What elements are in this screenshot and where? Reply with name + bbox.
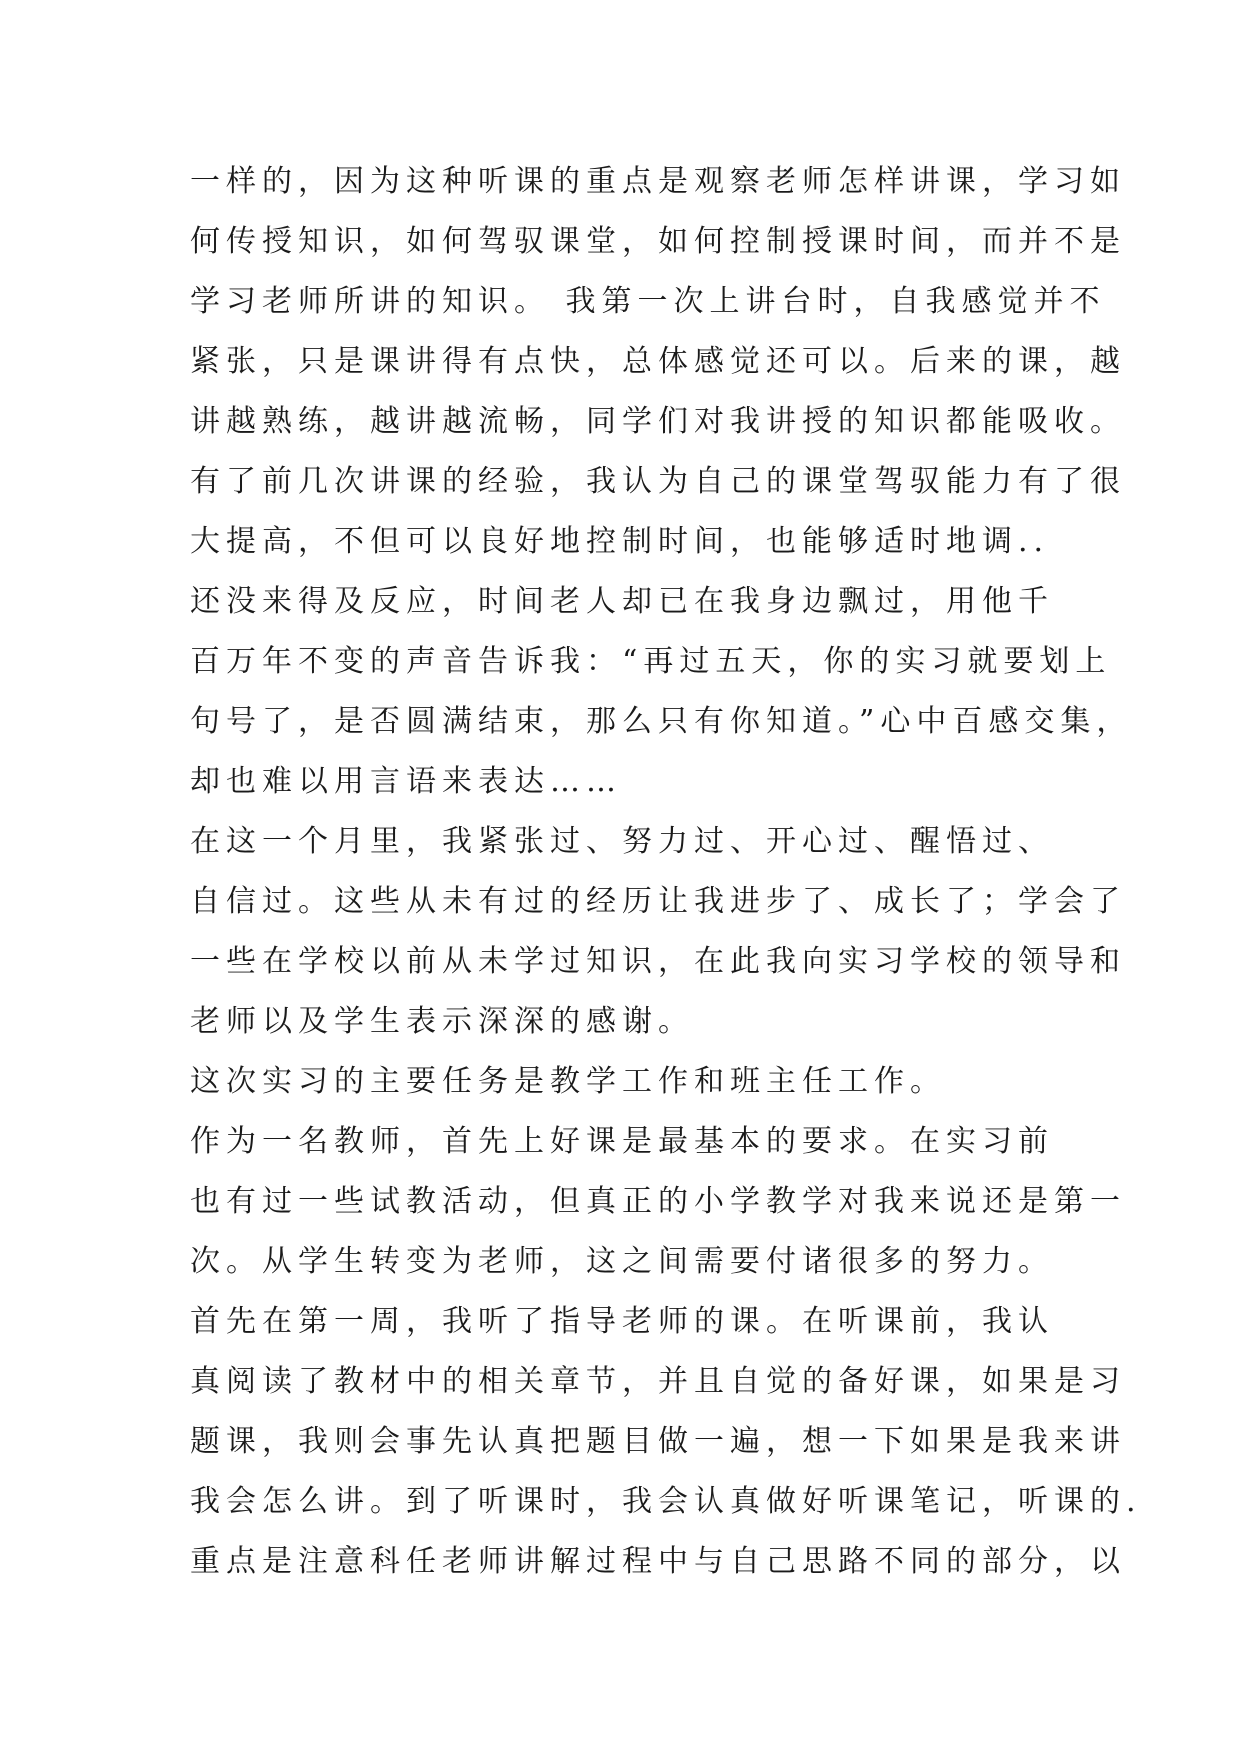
text-line: 学习老师所讲的知识。 我第一次上讲台时，自我感觉并不 xyxy=(190,284,1106,319)
text-line: 也有过一些试教活动，但真正的小学教学对我来说还是第一 xyxy=(190,1184,1126,1219)
text-line: 百万年不变的声音告诉我：“再过五天，你的实习就要划上 xyxy=(190,644,1112,679)
text-line: 重点是注意科任老师讲解过程中与自己思路不同的部分，以 xyxy=(190,1544,1126,1579)
text-line: 有了前几次讲课的经验，我认为自己的课堂驾驭能力有了很 xyxy=(190,464,1126,499)
text-line: 我会怎么讲。到了听课时，我会认真做好听课笔记，听课的. xyxy=(190,1484,1142,1519)
text-line: 真阅读了教材中的相关章节，并且自觉的备好课，如果是习 xyxy=(190,1364,1126,1399)
text-line: 还没来得及反应，时间老人却已在我身边飘过，用他千 xyxy=(190,584,1054,619)
text-line: 一些在学校以前从未学过知识，在此我向实习学校的领导和 xyxy=(190,944,1126,979)
text-line: 在这一个月里，我紧张过、努力过、开心过、醒悟过、 xyxy=(190,824,1054,859)
text-line: 讲越熟练，越讲越流畅，同学们对我讲授的知识都能吸收。 xyxy=(190,404,1126,439)
text-line: 自信过。这些从未有过的经历让我进步了、成长了；学会了 xyxy=(190,884,1126,919)
text-line: 老师以及学生表示深深的感谢。 xyxy=(190,1004,694,1039)
text-line: 这次实习的主要任务是教学工作和班主任工作。 xyxy=(190,1064,946,1099)
text-line: 何传授知识，如何驾驭课堂，如何控制授课时间，而并不是 xyxy=(190,224,1126,259)
text-line: 大提高，不但可以良好地控制时间，也能够适时地调.. xyxy=(190,524,1050,559)
body-text xyxy=(190,152,1142,1592)
text-line: 首先在第一周，我听了指导老师的课。在听课前，我认 xyxy=(190,1304,1054,1339)
text-line: 一样的，因为这种听课的重点是观察老师怎样讲课，学习如 xyxy=(190,164,1126,199)
text-line: 紧张，只是课讲得有点快，总体感觉还可以。后来的课，越 xyxy=(190,344,1126,379)
text-line: 句号了，是否圆满结束，那么只有你知道。”心中百感交集， xyxy=(190,704,1133,739)
text-line: 题课，我则会事先认真把题目做一遍，想一下如果是我来讲 xyxy=(190,1424,1126,1459)
text-line: 次。从学生转变为老师，这之间需要付诸很多的努力。 xyxy=(190,1244,1054,1279)
text-line: 却也难以用言语来表达…… xyxy=(190,764,622,799)
text-line: 作为一名教师，首先上好课是最基本的要求。在实习前 xyxy=(190,1124,1054,1159)
